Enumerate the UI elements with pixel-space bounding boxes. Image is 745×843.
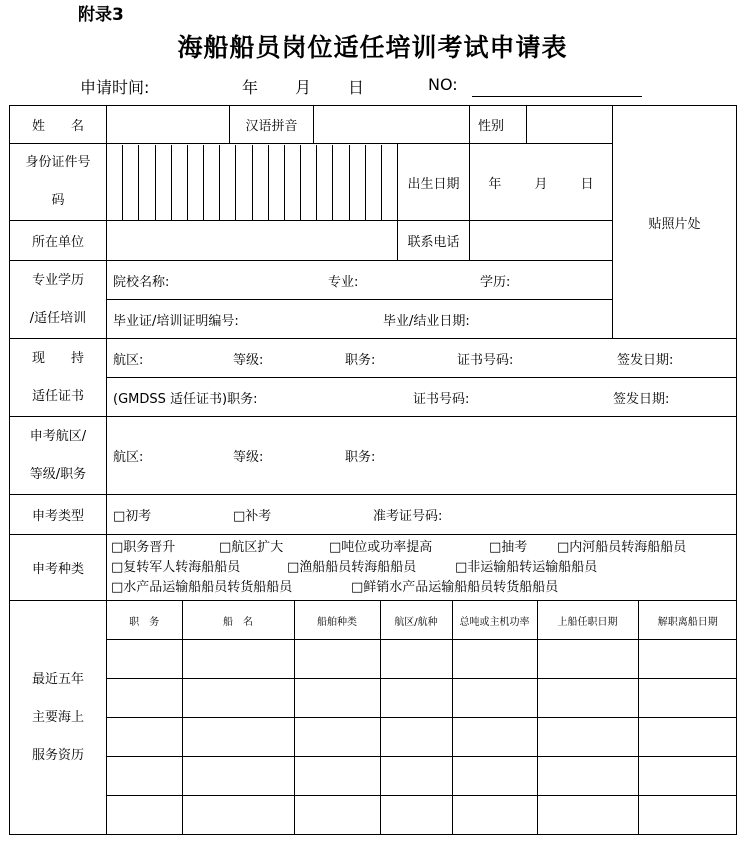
apply-day: 日 <box>348 78 365 97</box>
table-row <box>107 757 737 796</box>
grade-label: 等级: <box>233 352 264 368</box>
table-cell[interactable] <box>638 796 737 835</box>
retake-exam-checkbox[interactable]: □补考 <box>233 509 272 524</box>
apply-area-label-line2: 等级/职务 <box>29 466 87 482</box>
id-digit-cell[interactable] <box>333 145 349 220</box>
table-cell[interactable] <box>182 796 294 835</box>
cert-no-label: 毕业证/培训证明编号: <box>113 313 239 329</box>
option-tonnage-checkbox[interactable]: □吨位或功率提高 <box>329 539 433 555</box>
apply-duty-label: 职务: <box>345 450 376 465</box>
table-row <box>107 796 737 835</box>
id-digit-cell[interactable] <box>382 145 397 220</box>
table-cell[interactable] <box>294 679 380 718</box>
gmdss-duty-label: (GMDSS 适任证书)职务: <box>113 391 258 407</box>
apply-area-label <box>10 417 107 495</box>
apply-year: 年 <box>242 78 259 97</box>
table-cell[interactable] <box>380 796 452 835</box>
grad-date-label: 毕业/结业日期: <box>383 313 470 329</box>
degree-label: 学历: <box>480 274 511 290</box>
table-cell[interactable] <box>380 757 452 796</box>
birth-month: 月 <box>534 176 548 192</box>
photo-area <box>613 106 737 339</box>
id-digit-cell[interactable] <box>156 145 172 220</box>
education-row-1[interactable] <box>107 261 613 300</box>
phone-label: 联系电话 <box>398 221 470 261</box>
birth-day: 日 <box>580 176 594 192</box>
exam-type-row[interactable] <box>107 495 737 535</box>
option-spot-check-checkbox[interactable]: □抽考 <box>489 539 528 555</box>
unit-field[interactable] <box>107 221 398 261</box>
pinyin-field[interactable] <box>314 106 470 144</box>
major-label: 专业: <box>328 274 359 290</box>
duty-label: 职务: <box>345 352 376 368</box>
exam-type-label: 申考类型 <box>10 495 107 535</box>
id-digit-cell[interactable] <box>220 145 236 220</box>
admission-number-label: 准考证号码: <box>373 509 443 524</box>
table-cell[interactable] <box>294 796 380 835</box>
table-cell[interactable] <box>537 640 638 679</box>
area-label: 航区: <box>113 352 144 368</box>
current-cert-row-2[interactable] <box>107 378 737 417</box>
table-row <box>107 718 737 757</box>
unit-label: 所在单位 <box>10 221 107 261</box>
service-header-row <box>107 601 737 640</box>
education-label-line1: 专业学历 <box>31 272 84 288</box>
table-cell[interactable] <box>452 679 537 718</box>
id-digit-cell[interactable] <box>269 145 285 220</box>
current-cert-label <box>10 339 107 417</box>
exam-kind-line-1 <box>111 538 732 558</box>
apply-month: 月 <box>295 78 312 97</box>
education-label <box>10 261 107 339</box>
option-fishing-to-sea-checkbox[interactable]: □渔船船员转海船船员 <box>287 559 417 575</box>
apply-time-label: 申请时间: <box>80 78 150 97</box>
id-digit-cell[interactable] <box>172 145 188 220</box>
col-tonnage-power: 总吨或主机功率 <box>452 601 537 640</box>
cert-number-label: 证书号码: <box>457 352 514 368</box>
phone-field[interactable] <box>470 221 613 261</box>
table-cell[interactable] <box>182 679 294 718</box>
table-cell[interactable] <box>537 718 638 757</box>
table-cell[interactable] <box>294 718 380 757</box>
col-ship-type: 船舶种类 <box>294 601 380 640</box>
table-cell[interactable] <box>380 718 452 757</box>
table-cell[interactable] <box>107 718 182 757</box>
table-cell[interactable] <box>107 679 182 718</box>
apply-area-row[interactable] <box>107 417 737 495</box>
table-cell[interactable] <box>107 640 182 679</box>
issue-date-label: 签发日期: <box>617 352 674 368</box>
table-cell[interactable] <box>638 640 737 679</box>
birth-year: 年 <box>488 176 502 192</box>
id-label <box>10 144 107 221</box>
service-label-line3: 服务资历 <box>31 747 84 763</box>
col-ship-name: 船 名 <box>182 601 294 640</box>
id-digit-cell[interactable] <box>317 145 333 220</box>
exam-kind-line-2 <box>111 558 732 578</box>
service-history-table-cell <box>107 601 737 835</box>
pinyin-label: 汉语拼音 <box>230 106 314 144</box>
table-cell[interactable] <box>107 757 182 796</box>
col-navigation-area: 航区/航种 <box>380 601 452 640</box>
id-digit-cell[interactable] <box>107 145 123 220</box>
current-cert-label-line1: 现 持 <box>31 350 84 366</box>
birth-date-field[interactable] <box>470 144 613 221</box>
option-inland-to-sea-checkbox[interactable]: □内河船员转海船船员 <box>557 539 687 555</box>
id-number-cells[interactable] <box>107 144 398 221</box>
id-digit-cell[interactable] <box>301 145 317 220</box>
current-cert-row-1[interactable] <box>107 339 737 378</box>
service-history-label <box>10 601 107 835</box>
birth-label: 出生日期 <box>398 144 470 221</box>
no-input-line[interactable] <box>472 96 642 97</box>
id-digit-cell[interactable] <box>123 145 139 220</box>
service-history-table <box>107 601 737 834</box>
education-label-line2: /适任培训 <box>29 310 87 326</box>
table-cell[interactable] <box>294 640 380 679</box>
id-digit-cell[interactable] <box>204 145 220 220</box>
gmdss-issue-date-label: 签发日期: <box>613 391 670 407</box>
table-row <box>107 640 737 679</box>
name-label: 姓 名 <box>10 106 107 144</box>
table-cell[interactable] <box>294 757 380 796</box>
apply-grade-label: 等级: <box>233 450 264 465</box>
col-leave-date: 解职离船日期 <box>638 601 737 640</box>
option-aquatic-transport-checkbox[interactable]: □水产品运输船船员转货船船员 <box>111 579 293 595</box>
no-label: NO: <box>428 75 458 94</box>
id-label-line1: 身份证件号 <box>25 155 91 170</box>
table-cell[interactable] <box>537 679 638 718</box>
table-cell[interactable] <box>107 796 182 835</box>
option-non-transport-checkbox[interactable]: □非运输船转运输船船员 <box>455 559 598 575</box>
name-field[interactable] <box>107 106 230 144</box>
gender-label: 性别 <box>470 106 527 144</box>
table-cell[interactable] <box>452 757 537 796</box>
exam-kind-line-3 <box>111 578 732 598</box>
table-cell[interactable] <box>380 679 452 718</box>
school-label: 院校名称: <box>113 274 170 290</box>
first-exam-checkbox[interactable]: □初考 <box>113 509 152 524</box>
education-row-2[interactable] <box>107 300 613 339</box>
option-area-expand-checkbox[interactable]: □航区扩大 <box>219 539 284 555</box>
id-digit-cell[interactable] <box>188 145 204 220</box>
service-label-line1: 最近五年 <box>31 671 84 687</box>
table-cell[interactable] <box>182 640 294 679</box>
table-cell[interactable] <box>452 640 537 679</box>
option-fresh-aquatic-checkbox[interactable]: □鲜销水产品运输船船员转货船船员 <box>351 579 559 595</box>
current-cert-label-line2: 适任证书 <box>31 388 84 404</box>
table-cell[interactable] <box>537 796 638 835</box>
table-cell[interactable] <box>182 757 294 796</box>
id-digit-cell[interactable] <box>350 145 366 220</box>
id-digit-cell[interactable] <box>285 145 301 220</box>
id-digit-cell[interactable] <box>253 145 269 220</box>
service-label-line2: 主要海上 <box>31 709 84 725</box>
apply-area-field-label: 航区: <box>113 450 144 465</box>
table-cell[interactable] <box>638 718 737 757</box>
table-row <box>107 679 737 718</box>
application-form <box>9 105 737 835</box>
table-cell[interactable] <box>537 757 638 796</box>
col-onboard-date: 上船任职日期 <box>537 601 638 640</box>
apply-area-label-line1: 申考航区/ <box>29 428 87 444</box>
table-cell[interactable] <box>380 640 452 679</box>
id-digit-cell[interactable] <box>236 145 252 220</box>
id-digit-cell[interactable] <box>139 145 155 220</box>
col-duty: 职 务 <box>107 601 182 640</box>
table-cell[interactable] <box>638 679 737 718</box>
exam-kind-label: 申考种类 <box>10 535 107 601</box>
appendix-label: 附录3 <box>78 5 124 25</box>
option-veteran-checkbox[interactable]: □复转军人转海船船员 <box>111 559 241 575</box>
gmdss-cert-number-label: 证书号码: <box>413 391 470 407</box>
option-promotion-checkbox[interactable]: □职务晋升 <box>111 539 176 555</box>
table-cell[interactable] <box>182 718 294 757</box>
photo-label: 贴照片处 <box>648 216 701 232</box>
table-cell[interactable] <box>452 796 537 835</box>
table-cell[interactable] <box>638 757 737 796</box>
exam-kind-options <box>107 535 737 601</box>
id-digit-cell[interactable] <box>366 145 382 220</box>
gender-field[interactable] <box>527 106 613 144</box>
form-title: 海船船员岗位适任培训考试申请表 <box>177 33 568 62</box>
id-label-line2: 码 <box>51 193 65 208</box>
table-cell[interactable] <box>452 718 537 757</box>
